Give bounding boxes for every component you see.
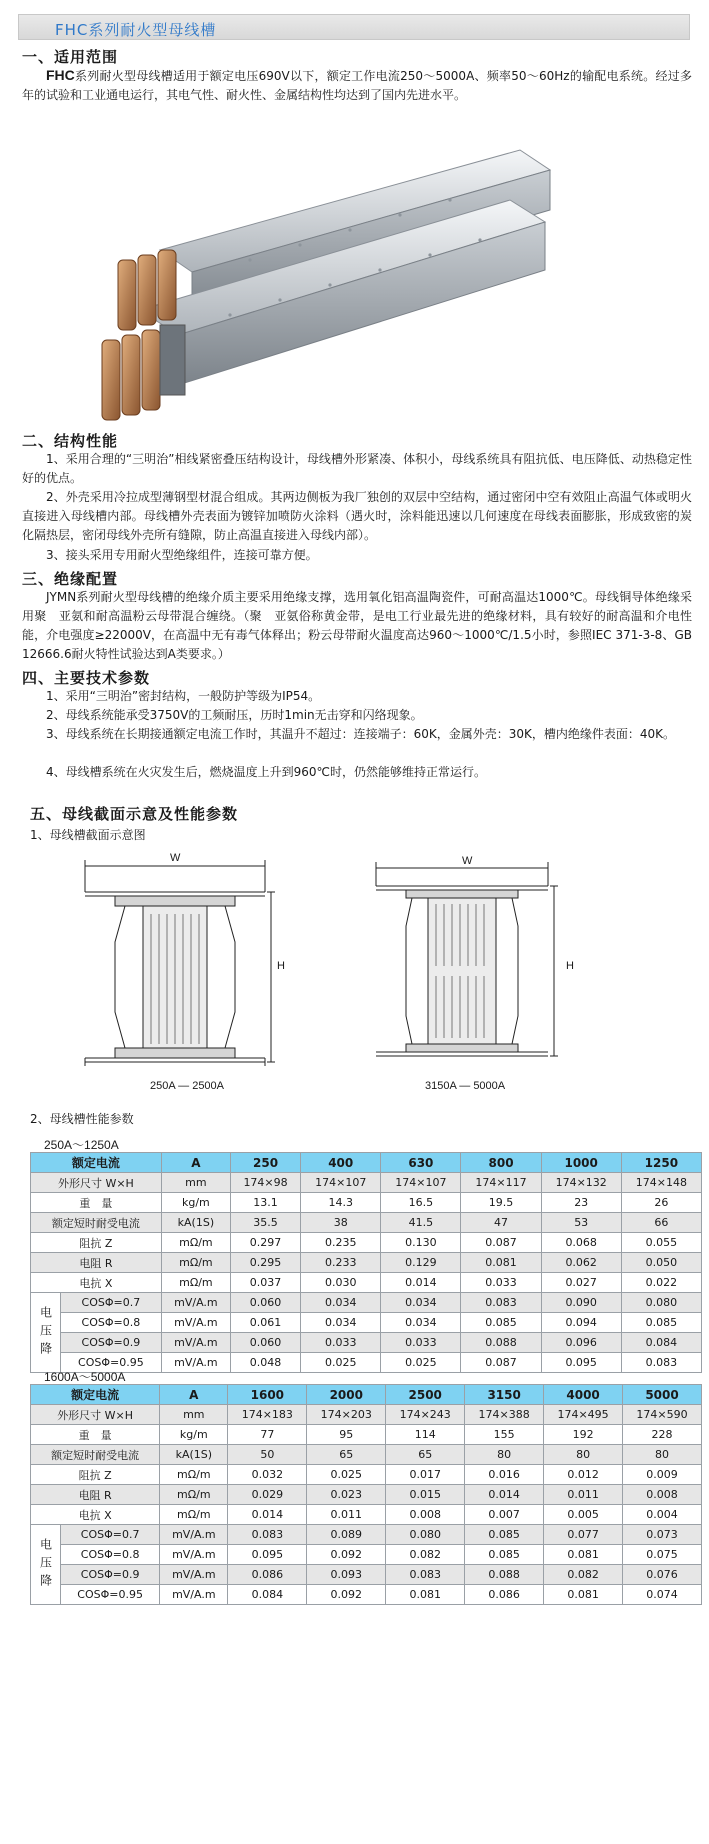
table-cell: 174×148 [621, 1173, 701, 1193]
section-heading-cross-section: 五、母线截面示意及性能参数 [30, 805, 239, 823]
table-row [31, 1525, 702, 1545]
table-cell: 77 [228, 1425, 307, 1445]
table-cell: mΩ/m [161, 1253, 230, 1273]
table-cell: 外形尺寸 W×H [31, 1173, 162, 1193]
table-cell: 0.089 [307, 1525, 386, 1545]
insulation-paragraph: JYMN系列耐火型母线槽的绝缘介质主要采用绝缘支撑，选用氧化铝高温陶瓷件，可耐高温达1000℃。母线铜导体绝缘采用聚 亚氨和耐高温粉云母带混合缠绕。（聚 亚氨俗称黄金带，是电工行业最先进的绝缘材料，具有较好的耐高温和介电性能，介电强度≥22000V，在高温中无有毒气体释出；粉云母带耐火温度高达960～1000℃/1.5小时，参照IEC 371-3-8、GB 12666.6耐火特性试验达到A类要求。） [22, 590, 692, 661]
table-cell: 0.093 [307, 1565, 386, 1585]
table-cell: 0.081 [461, 1253, 541, 1273]
tech-item-2: 2、母线系统能承受3750V的工频耐压，历时1min无击穿和闪络现象。 [46, 708, 423, 722]
table-row [31, 1313, 702, 1333]
table-cell: 174×117 [461, 1173, 541, 1193]
tech-item-3: 3、母线系统在长期接通额定电流工作时，其温升不超过：连接端子：60K，金属外壳：30K，槽内绝缘件表面：40K。 [46, 727, 676, 741]
structure-item-2: 2、外壳采用冷拉成型薄钢型材混合组成。其两边侧板为我厂独创的双层中空结构，通过密闭中空有效阻止高温气体或明火直接进入母线槽内部。母线槽外壳表面为镀锌加喷防火涂料（遇火时，涂料能迅速以几何速度在母线表面膨胀，形成致密的炭化隔热层，密闭母线外壳所有缝隙，防止高温直接进入母线内部）。 [22, 490, 692, 542]
table-cell: COSΦ=0.9 [61, 1565, 160, 1585]
table-cell: 0.061 [230, 1313, 300, 1333]
table-cell: mV/A.m [160, 1525, 228, 1545]
table-cell: 65 [386, 1445, 465, 1465]
table-cell: 0.083 [461, 1293, 541, 1313]
table-cell: mΩ/m [160, 1465, 228, 1485]
table-cell: 228 [623, 1425, 702, 1445]
table-cell: 0.074 [623, 1585, 702, 1605]
table-cell: 0.081 [544, 1585, 623, 1605]
table-cell: 174×183 [228, 1405, 307, 1425]
table-row [31, 1213, 702, 1233]
table-cell: 0.033 [301, 1333, 381, 1353]
table-cell: 0.033 [461, 1273, 541, 1293]
performance-subheading: 2、母线槽性能参数 [30, 1112, 134, 1126]
table-cell: 0.077 [544, 1525, 623, 1545]
table-cell: 0.130 [381, 1233, 461, 1253]
table-cell: mV/A.m [160, 1545, 228, 1565]
table-cell: 35.5 [230, 1213, 300, 1233]
table-header-row [31, 1153, 702, 1173]
table-cell: 0.090 [541, 1293, 621, 1313]
table-cell: 250 [230, 1153, 300, 1173]
section-heading-tech-params: 四、主要技术参数 [22, 669, 151, 687]
table-cell: 1000 [541, 1153, 621, 1173]
table-cell: 0.055 [621, 1233, 701, 1253]
table-cell: 0.022 [621, 1273, 701, 1293]
table-cell: 1600 [228, 1385, 307, 1405]
table-header-row [31, 1385, 702, 1405]
table-cell: 16.5 [381, 1193, 461, 1213]
table-cell: 53 [541, 1213, 621, 1233]
section-heading-structure: 二、结构性能 [22, 432, 119, 450]
table-cell: COSΦ=0.7 [61, 1525, 160, 1545]
table-cell: 0.086 [228, 1565, 307, 1585]
table-cell: mV/A.m [160, 1585, 228, 1605]
left-dim-h: H [277, 960, 285, 972]
table-cell: 0.233 [301, 1253, 381, 1273]
table-cell: mm [161, 1173, 230, 1193]
table-cell: 0.016 [465, 1465, 544, 1485]
cross-section-diagram-small [75, 852, 275, 1077]
table-cell: mΩ/m [161, 1233, 230, 1253]
table-cell: 114 [386, 1425, 465, 1445]
scope-paragraph [22, 66, 692, 105]
table-cell: 0.235 [301, 1233, 381, 1253]
table-cell: 0.004 [623, 1505, 702, 1525]
table-cell: 阻抗 Z [31, 1233, 162, 1253]
table-cell: 630 [381, 1153, 461, 1173]
table-cell: COSΦ=0.95 [61, 1585, 160, 1605]
table-cell: 174×243 [386, 1405, 465, 1425]
spec-table-250-1250 [30, 1152, 702, 1373]
table-row [31, 1353, 702, 1373]
diagram-left-caption: 250A — 2500A [150, 1080, 225, 1092]
table-cell: 0.096 [541, 1333, 621, 1353]
table-cell: 0.088 [465, 1565, 544, 1585]
table-cell: mΩ/m [160, 1485, 228, 1505]
table-cell: 0.087 [461, 1233, 541, 1253]
table-cell: 0.030 [301, 1273, 381, 1293]
table-cell: 电阻 R [31, 1253, 162, 1273]
table-cell: COSΦ=0.8 [61, 1313, 162, 1333]
table-cell: 0.086 [465, 1585, 544, 1605]
table-cell: 0.095 [541, 1353, 621, 1373]
table-cell: mV/A.m [161, 1313, 230, 1333]
table-cell: COSΦ=0.7 [61, 1293, 162, 1313]
table-cell: 2000 [307, 1385, 386, 1405]
table-cell: 800 [461, 1153, 541, 1173]
table-cell: 0.085 [465, 1525, 544, 1545]
table-cell: 0.029 [228, 1485, 307, 1505]
table-cell: COSΦ=0.8 [61, 1545, 160, 1565]
table-cell: 0.080 [621, 1293, 701, 1313]
table-cell: 0.025 [301, 1353, 381, 1373]
cross-section-diagram-large [372, 856, 562, 1068]
table-cell: mΩ/m [160, 1505, 228, 1525]
table-cell: 174×203 [307, 1405, 386, 1425]
table-row [31, 1173, 702, 1193]
table-cell: mV/A.m [160, 1565, 228, 1585]
table-cell: 0.297 [230, 1233, 300, 1253]
table-cell: mV/A.m [161, 1333, 230, 1353]
table-cell: 0.092 [307, 1585, 386, 1605]
table-cell: 0.073 [623, 1525, 702, 1545]
table-cell: 174×107 [381, 1173, 461, 1193]
table-row [31, 1293, 702, 1313]
table-cell: 0.034 [381, 1313, 461, 1333]
table-cell: A [161, 1153, 230, 1173]
table-cell: 5000 [623, 1385, 702, 1405]
table-cell: 174×132 [541, 1173, 621, 1193]
table-cell: 0.048 [230, 1353, 300, 1373]
table-cell: 0.083 [228, 1525, 307, 1545]
page-title: FHC系列耐火型母线槽 [55, 21, 217, 39]
table1-caption: 250A～1250A [44, 1138, 119, 1152]
table-cell: 0.088 [461, 1333, 541, 1353]
table-cell: 0.008 [623, 1485, 702, 1505]
table-cell: 155 [465, 1425, 544, 1445]
tech-item-4: 4、母线槽系统在火灾发生后，燃烧温度上升到960℃时，仍然能够维持正常运行。 [46, 765, 487, 779]
table-cell: 0.094 [541, 1313, 621, 1333]
table-cell: 重 量 [31, 1425, 160, 1445]
busway-product-photo [100, 140, 570, 470]
table-cell: 0.068 [541, 1233, 621, 1253]
table-cell: 41.5 [381, 1213, 461, 1233]
table-cell: 0.081 [544, 1545, 623, 1565]
table-cell: 阻抗 Z [31, 1465, 160, 1485]
table-cell: 174×590 [623, 1405, 702, 1425]
table-row [31, 1585, 702, 1605]
table-cell: 192 [544, 1425, 623, 1445]
table-cell: 80 [465, 1445, 544, 1465]
table-cell: 13.1 [230, 1193, 300, 1213]
section-heading-scope: 一、适用范围 [22, 48, 119, 66]
right-dim-h: H [566, 960, 574, 972]
table-cell: 0.075 [623, 1545, 702, 1565]
table-row [31, 1425, 702, 1445]
table-cell: kg/m [161, 1193, 230, 1213]
table-cell: 174×495 [544, 1405, 623, 1425]
table-cell: 0.062 [541, 1253, 621, 1273]
table-cell: 0.008 [386, 1505, 465, 1525]
table-cell: COSΦ=0.9 [61, 1333, 162, 1353]
table-cell: 0.082 [386, 1545, 465, 1565]
table-cell: 额定电流 [31, 1385, 160, 1405]
table-cell: 0.012 [544, 1465, 623, 1485]
table-cell: 1250 [621, 1153, 701, 1173]
table-cell: 38 [301, 1213, 381, 1233]
table-cell: 0.015 [386, 1485, 465, 1505]
table-cell: 电抗 X [31, 1505, 160, 1525]
table-row [31, 1565, 702, 1585]
table-row [31, 1333, 702, 1353]
table-cell: 0.081 [386, 1585, 465, 1605]
table-cell: 0.129 [381, 1253, 461, 1273]
table-cell: 4000 [544, 1385, 623, 1405]
table-cell: 0.009 [623, 1465, 702, 1485]
table2-caption: 1600A～5000A [44, 1370, 126, 1384]
cross-section-subheading: 1、母线槽截面示意图 [30, 828, 146, 842]
table-cell: kg/m [160, 1425, 228, 1445]
left-dim-w: W [170, 852, 181, 864]
table-cell: 95 [307, 1425, 386, 1445]
table-row [31, 1465, 702, 1485]
table-cell: mm [160, 1405, 228, 1425]
table-cell: 0.092 [307, 1545, 386, 1565]
table-cell: 65 [307, 1445, 386, 1465]
tech-item-1: 1、采用“三明治”密封结构，一般防护等级为IP54。 [46, 689, 321, 703]
table-cell: kA(1S) [161, 1213, 230, 1233]
table-cell: 0.025 [381, 1353, 461, 1373]
table-cell: 0.007 [465, 1505, 544, 1525]
table-cell: 0.037 [230, 1273, 300, 1293]
table-cell: 0.295 [230, 1253, 300, 1273]
table-row [31, 1273, 702, 1293]
table-cell: 0.080 [386, 1525, 465, 1545]
table-cell: 0.032 [228, 1465, 307, 1485]
table-cell: 0.084 [228, 1585, 307, 1605]
table-cell: mΩ/m [161, 1273, 230, 1293]
table-cell: 电抗 X [31, 1273, 162, 1293]
table-cell: 0.034 [301, 1293, 381, 1313]
table-cell: 174×388 [465, 1405, 544, 1425]
table-cell: 0.014 [465, 1485, 544, 1505]
table-cell: 19.5 [461, 1193, 541, 1213]
table-cell: 电压降 [31, 1525, 61, 1605]
table-cell: 2500 [386, 1385, 465, 1405]
table-cell: 0.011 [307, 1505, 386, 1525]
table-cell: 0.017 [386, 1465, 465, 1485]
table-cell: 0.060 [230, 1293, 300, 1313]
table-cell: 0.014 [228, 1505, 307, 1525]
table-cell: 0.034 [301, 1313, 381, 1333]
table-row [31, 1485, 702, 1505]
fhc-lead: FHC [46, 67, 75, 83]
table-cell: 66 [621, 1213, 701, 1233]
table-row [31, 1545, 702, 1565]
table-cell: 额定短时耐受电流 [31, 1213, 162, 1233]
table-cell: 0.011 [544, 1485, 623, 1505]
table-cell: 额定电流 [31, 1153, 162, 1173]
table-cell: 0.082 [544, 1565, 623, 1585]
table-cell: 0.087 [461, 1353, 541, 1373]
table-cell: 0.034 [381, 1293, 461, 1313]
table-cell: 0.060 [230, 1333, 300, 1353]
table-cell: 0.005 [544, 1505, 623, 1525]
section-heading-insulation: 三、绝缘配置 [22, 570, 119, 588]
right-dim-w: W [462, 855, 473, 867]
table-cell: mV/A.m [161, 1353, 230, 1373]
table-cell: 0.076 [623, 1565, 702, 1585]
table-cell: 0.025 [307, 1465, 386, 1485]
table-cell: COSΦ=0.95 [61, 1353, 162, 1373]
page-header [18, 14, 690, 40]
table-cell: 重 量 [31, 1193, 162, 1213]
table-row [31, 1253, 702, 1273]
table-cell: 外形尺寸 W×H [31, 1405, 160, 1425]
table-row [31, 1233, 702, 1253]
table-cell: 0.085 [465, 1545, 544, 1565]
table-row [31, 1505, 702, 1525]
table-cell: 400 [301, 1153, 381, 1173]
table-cell: 0.085 [461, 1313, 541, 1333]
table-cell: 3150 [465, 1385, 544, 1405]
diagram-right-caption: 3150A — 5000A [425, 1080, 506, 1092]
table-row [31, 1193, 702, 1213]
table-cell: 电阻 R [31, 1485, 160, 1505]
table-cell: 174×98 [230, 1173, 300, 1193]
table-cell: A [160, 1385, 228, 1405]
table-row [31, 1445, 702, 1465]
table-cell: 0.083 [386, 1565, 465, 1585]
table-cell: 174×107 [301, 1173, 381, 1193]
scope-text: 系列耐火型母线槽适用于额定电压690V以下，额定工作电流250～5000A、频率50～60Hz的输配电系统。经过多年的试验和工业通电运行，其电气性、耐火性、金属结构性均达到了国内先进水平。 [22, 69, 692, 102]
structure-item-3: 3、接头采用专用耐火型绝缘组件，连接可靠方便。 [46, 548, 318, 562]
table-cell: 0.027 [541, 1273, 621, 1293]
table-cell: 47 [461, 1213, 541, 1233]
table-cell: 26 [621, 1193, 701, 1213]
table-cell: 80 [623, 1445, 702, 1465]
table-cell: 0.083 [621, 1353, 701, 1373]
table-cell: 0.095 [228, 1545, 307, 1565]
table-cell: kA(1S) [160, 1445, 228, 1465]
table-cell: 0.014 [381, 1273, 461, 1293]
spec-table-1600-5000 [30, 1384, 702, 1605]
table-cell: 0.084 [621, 1333, 701, 1353]
table-cell: 0.085 [621, 1313, 701, 1333]
table-cell: mV/A.m [161, 1293, 230, 1313]
structure-item-1: 1、采用合理的“三明治”相线紧密叠压结构设计，母线槽外形紧凑、体积小，母线系统具有阻抗低、电压降低、动热稳定性好的优点。 [22, 452, 692, 485]
table-cell: 0.033 [381, 1333, 461, 1353]
table-cell: 0.023 [307, 1485, 386, 1505]
table-cell: 电压降 [31, 1293, 61, 1373]
table-cell: 23 [541, 1193, 621, 1213]
table-cell: 额定短时耐受电流 [31, 1445, 160, 1465]
table-cell: 50 [228, 1445, 307, 1465]
table-cell: 0.050 [621, 1253, 701, 1273]
table-row [31, 1405, 702, 1425]
table-cell: 80 [544, 1445, 623, 1465]
table-cell: 14.3 [301, 1193, 381, 1213]
